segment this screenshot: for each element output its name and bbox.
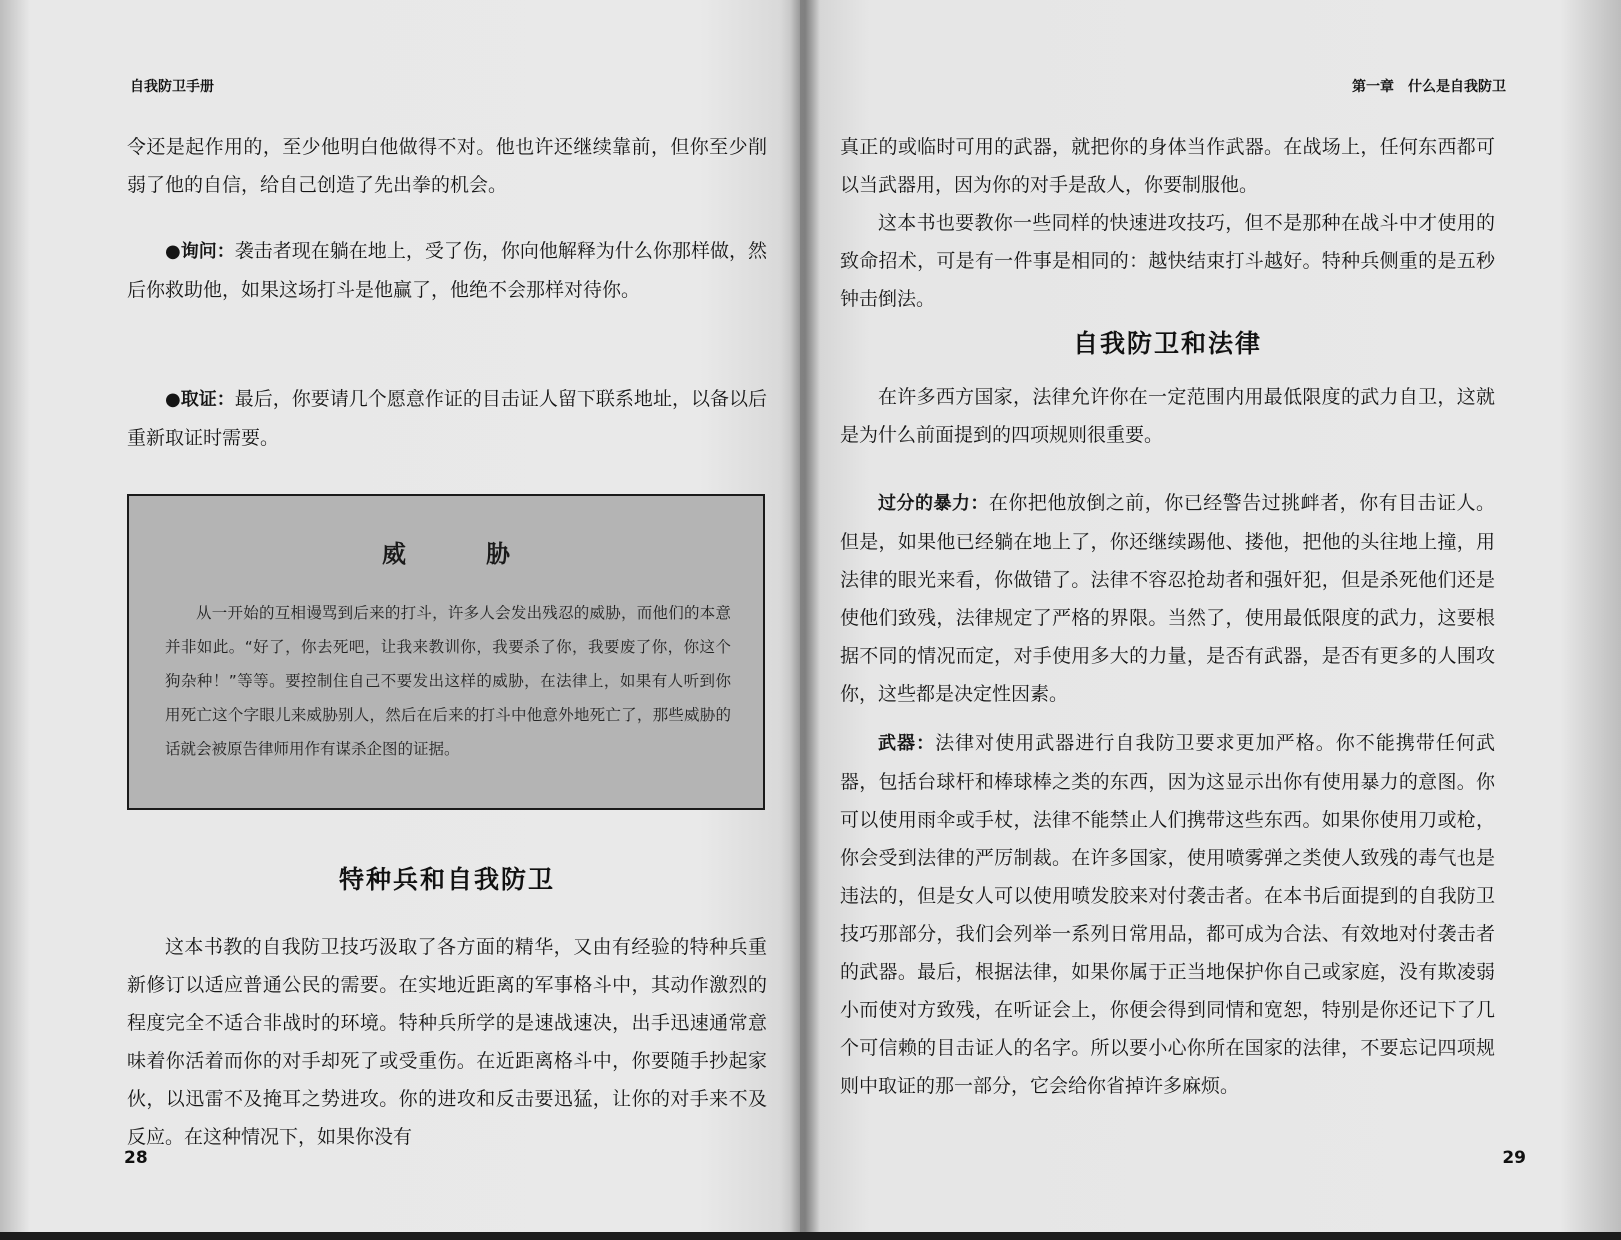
inquiry-text: 袭击者现在躺在地上，受了伤，你向他解释为什么你那样做，然后你救助他，如果这场打斗是他赢了，他绝不会那样对待你。 — [127, 240, 767, 301]
special-forces-paragraph — [127, 928, 767, 1156]
threat-sidebar-box — [127, 494, 765, 810]
weapons-paragraph — [840, 724, 1495, 1105]
section-heading-law: 自我防卫和法律 — [1072, 329, 1262, 358]
paragraph-text: 在许多西方国家，法律允许你在一定范围内用最低限度的武力自卫，这就是为什么前面提到的四项规则很重要。 — [840, 386, 1495, 446]
inquiry-label: ●询问： — [165, 241, 235, 262]
threat-box-text: 从一开始的互相谩骂到后来的打斗，许多人会发出残忍的威胁，而他们的本意并非如此。“好了，你去死吧，让我来教训你，我要杀了你，我要废了你，你这个狗杂种！”等等。要控制住自己不要发出这样的威胁，在法律上，如果有人听到你用死亡这个字眼儿来威胁别人，然后在后来的打斗中他意外地死亡了，那些威胁的话就会被原告律师用作有谋杀企图的证据。 — [165, 604, 731, 758]
evidence-text: 最后，你要请几个愿意作证的目击证人留下联系地址，以备以后重新取证时需要。 — [127, 388, 767, 449]
paragraph-text: 令还是起作用的，至少他明白他做得不对。他也许还继续靠前，但你至少削弱了他的自信，给自己创造了先出拳的机会。 — [127, 136, 767, 196]
left-paragraph-continued — [127, 128, 767, 204]
page-number-right: 29 — [1502, 1148, 1526, 1168]
excess-label: 过分的暴力： — [878, 493, 989, 514]
evidence-paragraph — [127, 380, 767, 457]
excessive-force-paragraph — [840, 484, 1495, 713]
paragraph-text: 真正的或临时可用的武器，就把你的身体当作武器。在战场上，任何东西都可以当武器用，因为你的对手是敌人，你要制服他。 — [840, 136, 1495, 196]
paragraph-text: 这本书教的自我防卫技巧汲取了各方面的精华，又由有经验的特种兵重新修订以适应普通公民的需要。在实地近距离的军事格斗中，其动作激烈的程度完全不适合非战时的环境。特种兵所学的是速战速决，出手迅速通常意味着你活着而你的对手却死了或受重伤。在近距离格斗中，你要随手抄起家伙，以迅雷不及掩耳之势进攻。你的进攻和反击要迅猛，让你的对手来不及反应。在这种情况下，如果你没有 — [127, 936, 767, 1148]
running-head-right: 第一章 什么是自我防卫 — [1352, 79, 1506, 95]
excess-text: 在你把他放倒之前，你已经警告过挑衅者，你有目击证人。但是，如果他已经躺在地上了，你还继续踢他、搂他，把他的头往地上撞，用法律的眼光来看，你做错了。法律不容忍抢劫者和强奸犯，但是杀死他们还是使他们致残，法律规定了严格的界限。当然了，使用最低限度的武力，这要根据不同的情况而定，对手使用多大的力量，是否有武器，是否有更多的人围攻你，这些都是决定性因素。 — [840, 492, 1495, 705]
paragraph-text: 这本书也要教你一些同样的快速进攻技巧，但不是那种在战斗中才使用的致命招术，可是有一件事是相同的：越快结束打斗越好。特种兵侧重的是五秒钟击倒法。 — [840, 212, 1495, 310]
running-head-left: 自我防卫手册 — [130, 79, 214, 95]
fast-attack-paragraph — [840, 204, 1495, 318]
inquiry-paragraph — [127, 232, 767, 309]
left-page — [0, 0, 810, 1232]
threat-box-title: 威胁 — [382, 539, 590, 568]
weapons-text: 法律对使用武器进行自我防卫要求更加严格。你不能携带任何武器，包括台球杆和棒球棒之类的东西，因为这显示出你有使用暴力的意图。你可以使用雨伞或手杖，法律不能禁止人们携带这些东西。如果你使用刀或枪，你会受到法律的严厉制裁。在许多国家，使用喷雾弹之类使人致残的毒气也是违法的，但是女人可以使用喷发胶来对付袭击者。在本书后面提到的自我防卫技巧那部分，我们会列举一系列日常用品，都可成为合法、有效地对付袭击者的武器。最后，根据法律，如果你属于正当地保护你自己或家庭，没有欺凌弱小而使对方致残，在听证会上，你便会得到同情和宽恕，特别是你还记下了几个可信赖的目击证人的名字。所以要小心你所在国家的法律，不要忘记四项规则中取证的那一部分，它会给你省掉许多麻烦。 — [840, 732, 1495, 1097]
law-intro-paragraph — [840, 378, 1495, 454]
right-paragraph-continued — [840, 128, 1495, 204]
weapons-label: 武器： — [878, 733, 936, 754]
section-heading-special-forces: 特种兵和自我防卫 — [338, 865, 555, 894]
page-number-left: 28 — [124, 1148, 148, 1168]
evidence-label: ●取证： — [165, 389, 235, 410]
book-gutter — [790, 0, 820, 1232]
right-page — [800, 0, 1621, 1232]
